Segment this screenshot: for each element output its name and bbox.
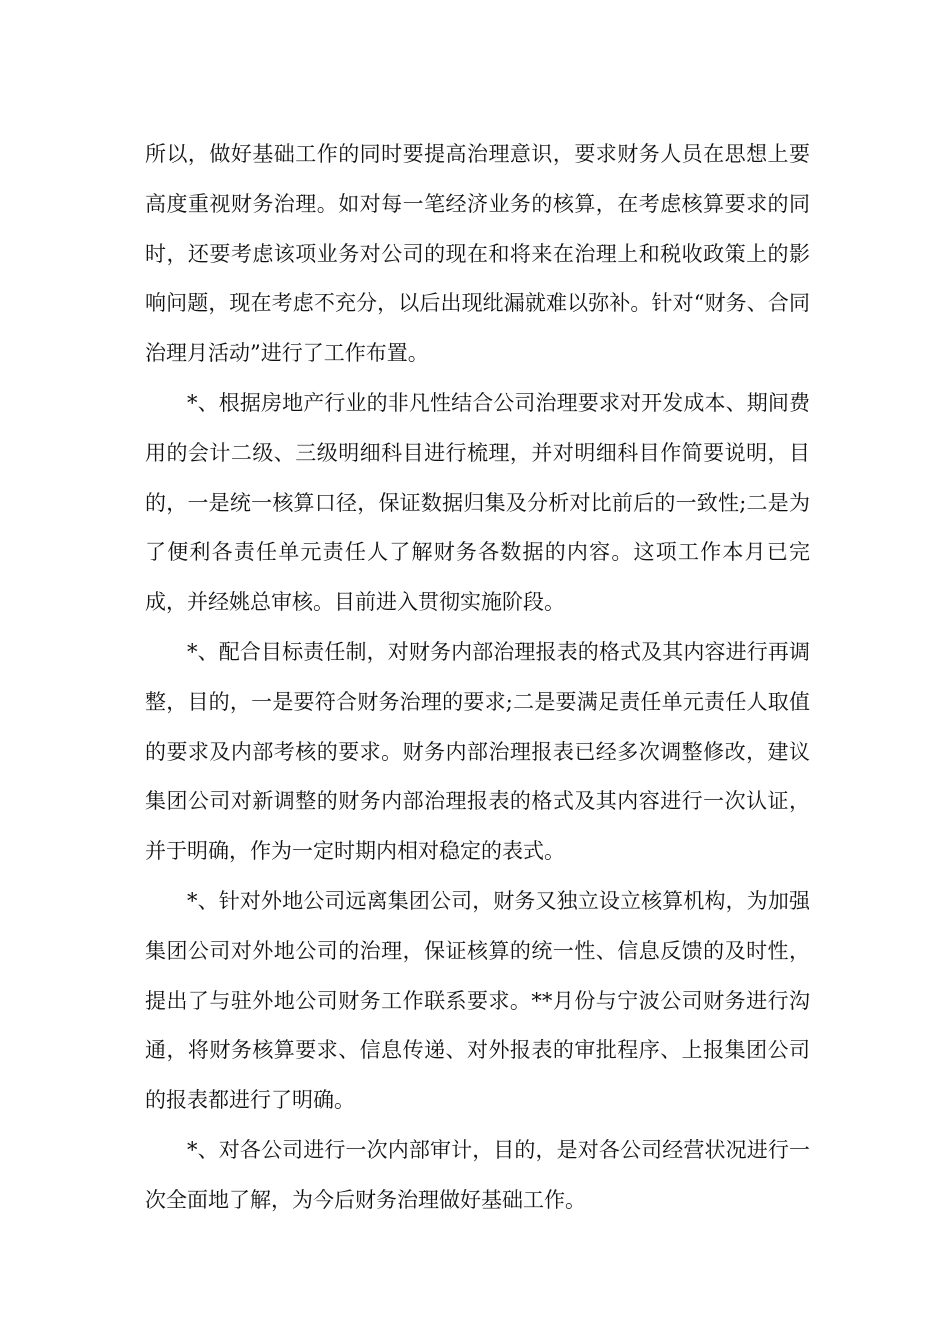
paragraph-internal-reports: *、配合目标责任制，对财务内部治理报表的格式及其内容进行再调整，目的，一是要符合财务治理的要求;二是要满足责任单元责任人取值的要求及内部考核的要求。财务内部治理报表已经多次调整修改，建议集团公司对新调整的财务内部治理报表的格式及其内容进行一次认证，并于明确，作为一定时期内相对稳定的表式。 bbox=[145, 639, 810, 864]
paragraph-continuation: 所以，做好基础工作的同时要提高治理意识，要求财务人员在思想上要高度重视财务治理。如对每一笔经济业务的核算，在考虑核算要求的同时，还要考虑该项业务对公司的现在和将来在治理上和税收政策上的影响问题，现在考虑不充分，以后出现纰漏就难以弥补。针对“财务、合同治理月活动”进行了工作布置。 bbox=[145, 142, 810, 366]
paragraph-accounting-subjects: *、根据房地产行业的非凡性结合公司治理要求对开发成本、期间费用的会计二级、三级明细科目进行梳理，并对明细科目作简要说明，目的，一是统一核算口径，保证数据归集及分析对比前后的一致性;二是为了便利各责任单元责任人了解财务各数据的内容。这项工作本月已完成，并经姚总审核。目前进入贯彻实施阶段。 bbox=[145, 390, 810, 615]
paragraph-remote-companies: *、针对外地公司远离集团公司，财务又独立设立核算机构，为加强集团公司对外地公司的治理，保证核算的统一性、信息反馈的及时性，提出了与驻外地公司财务工作联系要求。**月份与宁波公司财务进行沟通，将财务核算要求、信息传递、对外报表的审批程序、上报集团公司的报表都进行了明确。 bbox=[145, 888, 810, 1113]
document-body bbox=[145, 130, 810, 1226]
paragraph-internal-audit: *、对各公司进行一次内部审计，目的，是对各公司经营状况进行一次全面地了解，为今后财务治理做好基础工作。 bbox=[145, 1137, 810, 1212]
